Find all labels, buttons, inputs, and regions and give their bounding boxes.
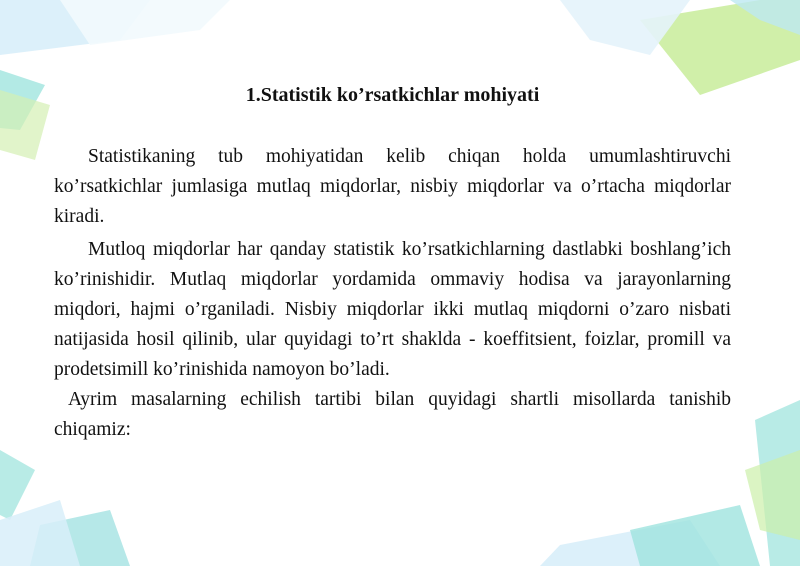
deco-shape-left-green [0,90,50,160]
deco-shape-top-left-blue [0,0,150,55]
deco-shape-right-green [745,450,800,540]
deco-shape-bottom-left-blue [30,510,130,566]
deco-shape-bottom-left-teal [0,450,35,520]
deco-shape-top-right-blue [560,0,690,55]
deco-shape-top-left-white [60,0,230,45]
deco-shape-right-teal [755,400,800,566]
slide-title: 1.Statistik ko’rsatkichlar mohiyati [245,84,540,106]
paragraph-3: Ayrim masalarning echilish tartibi bilan quyidagi shartli misollarda tanishib chiqamiz: [54,389,731,440]
deco-shape-bottom-left-light [0,500,80,566]
paragraph-1: Statistikaning tub mohiyatidan kelib chiqan holda umumlashtiruvchi ko’rsatkichlar jumlasiga mutlaq miqdorlar, nisbiy miqdorlar va o’rtacha miqdorlar kiradi. [54,146,731,227]
deco-shape-top-right-teal [730,0,800,35]
deco-shape-bottom-right-teal [630,505,760,566]
slide-content [54,78,731,445]
deco-shape-bottom-right-blue [540,520,720,566]
deco-shape-left-teal [0,70,45,130]
paragraph-2: Mutloq miqdorlar har qanday statistik ko’rsatkichlarning dastlabki boshlang’ich ko’rinishidir. Mutlaq miqdorlar yordamida ommaviy hodisa va jarayonlarning miqdori, hajmi o’rganiladi. Nisbiy miqdorlar ikki mutlaq miqdorni o’zaro nisbati natijasida hosil qilinib, ular quyidagi to’rt shaklda - koeffitsient, foizlar, promill va prodetsimill ko’rinishida namoyon bo’ladi. [54,239,731,380]
